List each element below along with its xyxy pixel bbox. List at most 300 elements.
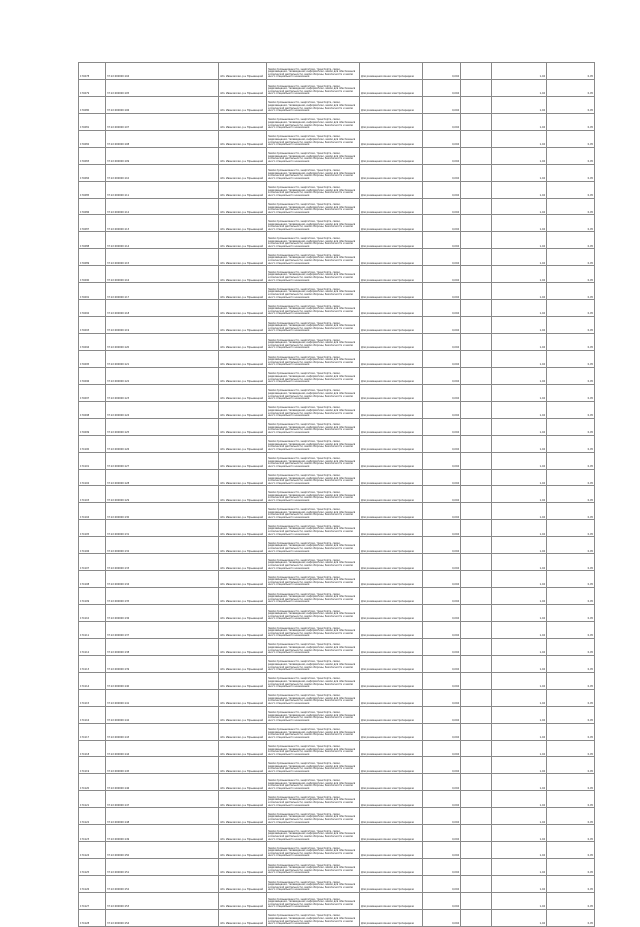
land-category-cell: Земли промышленности, энергетики, транспорта, связи, радиовещания, телевидения, информатики, земли для обеспечения космической деятельности, земли обороны, безопасности и земли иного специального назначения — [267, 740, 360, 757]
address-cell: обл. Ивановская, р-н Юрьевецкий — [219, 486, 267, 503]
table-row — [79, 469, 595, 486]
coefficient-cell: 1,04 — [492, 452, 547, 469]
land-category-cell: Земли промышленности, энергетики, транспорта, связи, радиовещания, телевидения, информатики, земли для обеспечения космической деятельности, земли обороны, безопасности и земли иного специального назначения — [267, 130, 360, 147]
value-cell: 0,05 — [547, 418, 595, 435]
value-cell: 0,05 — [547, 384, 595, 401]
value-cell: 0,05 — [547, 147, 595, 164]
coefficient-cell: 1,04 — [492, 740, 547, 757]
row-id-cell: 174126 — [79, 876, 106, 893]
table-row — [79, 283, 595, 300]
land-category-cell: Земли промышленности, энергетики, транспорта, связи, радиовещания, телевидения, информатики, земли для обеспечения космической деятельности, земли обороны, безопасности и земли иного специального назначения — [267, 367, 360, 384]
address-cell: обл. Ивановская, р-н Юрьевецкий — [219, 317, 267, 334]
empty-cell — [461, 486, 492, 503]
area-cell: 0,004 — [423, 63, 461, 80]
empty-cell — [461, 317, 492, 334]
table-row — [79, 96, 595, 113]
row-id-cell: 174083 — [79, 147, 106, 164]
cadastral-number-cell: 37:22:000000:115 — [106, 249, 219, 266]
row-id-cell: 174121 — [79, 791, 106, 808]
coefficient-cell: 1,04 — [492, 96, 547, 113]
permitted-use-cell: Для размещения линии электропередачи — [360, 655, 423, 672]
area-cell: 0,004 — [423, 723, 461, 740]
land-category-cell: Земли промышленности, энергетики, транспорта, связи, радиовещания, телевидения, информатики, земли для обеспечения космической деятельности, земли обороны, безопасности и земли иного специального назначения — [267, 638, 360, 655]
cadastral-number-cell: 37:22:000000:111 — [106, 181, 219, 198]
land-category-cell: Земли промышленности, энергетики, транспорта, связи, радиовещания, телевидения, информатики, земли для обеспечения космической деятельности, земли обороны, безопасности и земли иного специального назначения — [267, 672, 360, 689]
permitted-use-cell: Для размещения линии электропередачи — [360, 588, 423, 605]
row-id-cell: 174119 — [79, 757, 106, 774]
cadastral-number-cell: 37:22:000000:110 — [106, 164, 219, 181]
cadastral-number-cell: 37:22:000000:125 — [106, 418, 219, 435]
empty-cell — [461, 300, 492, 317]
cadastral-number-cell: 37:22:000000:130 — [106, 503, 219, 520]
address-cell: обл. Ивановская, р-н Юрьевецкий — [219, 605, 267, 622]
cadastral-number-cell: 37:22:000000:141 — [106, 689, 219, 706]
value-cell: 0,05 — [547, 808, 595, 825]
coefficient-cell: 1,04 — [492, 689, 547, 706]
land-category-cell: Земли промышленности, энергетики, транспорта, связи, радиовещания, телевидения, информатики, земли для обеспечения космической деятельности, земли обороны, безопасности и земли иного специального назначения — [267, 621, 360, 638]
value-cell: 0,05 — [547, 181, 595, 198]
area-cell: 0,004 — [423, 300, 461, 317]
permitted-use-cell: Для размещения линии электропередачи — [360, 791, 423, 808]
permitted-use-cell: Для размещения линии электропередачи — [360, 113, 423, 130]
coefficient-cell: 1,04 — [492, 842, 547, 859]
permitted-use-cell: Для размещения линии электропередачи — [360, 79, 423, 96]
cadastral-number-cell: 37:22:000000:123 — [106, 384, 219, 401]
land-category-cell: Земли промышленности, энергетики, транспорта, связи, радиовещания, телевидения, информатики, земли для обеспечения космической деятельности, земли обороны, безопасности и земли иного специального назначения — [267, 469, 360, 486]
empty-cell — [461, 537, 492, 554]
area-cell: 0,004 — [423, 520, 461, 537]
area-cell: 0,004 — [423, 181, 461, 198]
address-cell: обл. Ивановская, р-н Юрьевецкий — [219, 435, 267, 452]
permitted-use-cell: Для размещения линии электропередачи — [360, 317, 423, 334]
row-id-cell: 174079 — [79, 79, 106, 96]
empty-cell — [461, 689, 492, 706]
area-cell: 0,004 — [423, 859, 461, 876]
row-id-cell: 174127 — [79, 892, 106, 909]
permitted-use-cell: Для размещения линии электропередачи — [360, 706, 423, 723]
cadastral-number-cell: 37:22:000000:147 — [106, 791, 219, 808]
address-cell: обл. Ивановская, р-н Юрьевецкий — [219, 469, 267, 486]
cadastral-number-cell: 37:22:000000:144 — [106, 740, 219, 757]
permitted-use-cell: Для размещения линии электропередачи — [360, 249, 423, 266]
area-cell: 0,004 — [423, 334, 461, 351]
empty-cell — [461, 164, 492, 181]
land-category-cell: Земли промышленности, энергетики, транспорта, связи, радиовещания, телевидения, информатики, земли для обеспечения космической деятельности, земли обороны, безопасности и земли иного специального назначения — [267, 96, 360, 113]
area-cell: 0,004 — [423, 350, 461, 367]
area-cell: 0,004 — [423, 367, 461, 384]
address-cell: обл. Ивановская, р-н Юрьевецкий — [219, 181, 267, 198]
table-row — [79, 249, 595, 266]
row-id-cell: 174102 — [79, 469, 106, 486]
row-id-cell: 174081 — [79, 113, 106, 130]
value-cell: 0,05 — [547, 892, 595, 909]
coefficient-cell: 1,04 — [492, 486, 547, 503]
value-cell: 0,05 — [547, 367, 595, 384]
row-id-cell: 174093 — [79, 317, 106, 334]
area-cell: 0,004 — [423, 909, 461, 926]
cadastral-number-cell: 37:22:000000:126 — [106, 435, 219, 452]
land-category-cell: Земли промышленности, энергетики, транспорта, связи, радиовещания, телевидения, информатики, земли для обеспечения космической деятельности, земли обороны, безопасности и земли иного специального назначения — [267, 452, 360, 469]
permitted-use-cell: Для размещения линии электропередачи — [360, 740, 423, 757]
land-category-cell: Земли промышленности, энергетики, транспорта, связи, радиовещания, телевидения, информатики, земли для обеспечения космической деятельности, земли обороны, безопасности и земли иного специального назначения — [267, 418, 360, 435]
address-cell: обл. Ивановская, р-н Юрьевецкий — [219, 266, 267, 283]
address-cell: обл. Ивановская, р-н Юрьевецкий — [219, 96, 267, 113]
table-row — [79, 774, 595, 791]
area-cell: 0,004 — [423, 435, 461, 452]
table-row — [79, 384, 595, 401]
permitted-use-cell: Для размещения линии электропередачи — [360, 198, 423, 215]
table-row — [79, 215, 595, 232]
empty-cell — [461, 876, 492, 893]
land-category-cell: Земли промышленности, энергетики, транспорта, связи, радиовещания, телевидения, информатики, земли для обеспечения космической деятельности, земли обороны, безопасности и земли иного специального назначения — [267, 723, 360, 740]
area-cell: 0,004 — [423, 198, 461, 215]
row-id-cell: 174088 — [79, 232, 106, 249]
table-row — [79, 520, 595, 537]
address-cell: обл. Ивановская, р-н Юрьевецкий — [219, 909, 267, 926]
area-cell: 0,004 — [423, 621, 461, 638]
address-cell: обл. Ивановская, р-н Юрьевецкий — [219, 503, 267, 520]
row-id-cell: 174094 — [79, 334, 106, 351]
permitted-use-cell: Для размещения линии электропередачи — [360, 232, 423, 249]
row-id-cell: 174098 — [79, 401, 106, 418]
table-row — [79, 672, 595, 689]
cadastral-number-cell: 37:22:000000:105 — [106, 79, 219, 96]
row-id-cell: 174108 — [79, 571, 106, 588]
value-cell: 0,05 — [547, 774, 595, 791]
coefficient-cell: 1,04 — [492, 130, 547, 147]
coefficient-cell: 1,04 — [492, 876, 547, 893]
row-id-cell: 174099 — [79, 418, 106, 435]
table-row — [79, 334, 595, 351]
land-category-cell: Земли промышленности, энергетики, транспорта, связи, радиовещания, телевидения, информатики, земли для обеспечения космической деятельности, земли обороны, безопасности и земли иного специального назначения — [267, 757, 360, 774]
address-cell: обл. Ивановская, р-н Юрьевецкий — [219, 689, 267, 706]
empty-cell — [461, 113, 492, 130]
empty-cell — [461, 266, 492, 283]
address-cell: обл. Ивановская, р-н Юрьевецкий — [219, 79, 267, 96]
land-category-cell: Земли промышленности, энергетики, транспорта, связи, радиовещания, телевидения, информатики, земли для обеспечения космической деятельности, земли обороны, безопасности и земли иного специального назначения — [267, 520, 360, 537]
coefficient-cell: 1,04 — [492, 554, 547, 571]
address-cell: обл. Ивановская, р-н Юрьевецкий — [219, 367, 267, 384]
land-category-cell: Земли промышленности, энергетики, транспорта, связи, радиовещания, телевидения, информатики, земли для обеспечения космической деятельности, земли обороны, безопасности и земли иного специального назначения — [267, 791, 360, 808]
permitted-use-cell: Для размещения линии электропередачи — [360, 723, 423, 740]
permitted-use-cell: Для размещения линии электропередачи — [360, 96, 423, 113]
empty-cell — [461, 503, 492, 520]
area-cell: 0,004 — [423, 655, 461, 672]
coefficient-cell: 1,04 — [492, 249, 547, 266]
value-cell: 0,05 — [547, 723, 595, 740]
table-row — [79, 638, 595, 655]
table-row — [79, 689, 595, 706]
row-id-cell: 174128 — [79, 909, 106, 926]
value-cell: 0,05 — [547, 689, 595, 706]
empty-cell — [461, 892, 492, 909]
area-cell: 0,004 — [423, 672, 461, 689]
table-row — [79, 164, 595, 181]
land-category-cell: Земли промышленности, энергетики, транспорта, связи, радиовещания, телевидения, информатики, земли для обеспечения космической деятельности, земли обороны, безопасности и земли иного специального назначения — [267, 79, 360, 96]
table-row — [79, 317, 595, 334]
cadastral-number-cell: 37:22:000000:133 — [106, 554, 219, 571]
row-id-cell: 174089 — [79, 249, 106, 266]
coefficient-cell: 1,04 — [492, 435, 547, 452]
permitted-use-cell: Для размещения линии электропередачи — [360, 774, 423, 791]
permitted-use-cell: Для размещения линии электропередачи — [360, 435, 423, 452]
land-category-cell: Земли промышленности, энергетики, транспорта, связи, радиовещания, телевидения, информатики, земли для обеспечения космической деятельности, земли обороны, безопасности и земли иного специального назначения — [267, 113, 360, 130]
address-cell: обл. Ивановская, р-н Юрьевецкий — [219, 859, 267, 876]
coefficient-cell: 1,04 — [492, 317, 547, 334]
coefficient-cell: 1,04 — [492, 909, 547, 926]
value-cell: 0,05 — [547, 401, 595, 418]
permitted-use-cell: Для размещения линии электропередачи — [360, 452, 423, 469]
row-id-cell: 174105 — [79, 520, 106, 537]
land-category-cell: Земли промышленности, энергетики, транспорта, связи, радиовещания, телевидения, информатики, земли для обеспечения космической деятельности, земли обороны, безопасности и земли иного специального назначения — [267, 300, 360, 317]
land-category-cell: Земли промышленности, энергетики, транспорта, связи, радиовещания, телевидения, информатики, земли для обеспечения космической деятельности, земли обороны, безопасности и земли иного специального назначения — [267, 164, 360, 181]
address-cell: обл. Ивановская, р-н Юрьевецкий — [219, 723, 267, 740]
land-category-cell: Земли промышленности, энергетики, транспорта, связи, радиовещания, телевидения, информатики, земли для обеспечения космической деятельности, земли обороны, безопасности и земли иного специального назначения — [267, 537, 360, 554]
area-cell: 0,004 — [423, 452, 461, 469]
area-cell: 0,004 — [423, 706, 461, 723]
empty-cell — [461, 909, 492, 926]
empty-cell — [461, 215, 492, 232]
cadastral-number-cell: 37:22:000000:112 — [106, 198, 219, 215]
coefficient-cell: 1,04 — [492, 181, 547, 198]
coefficient-cell: 1,04 — [492, 588, 547, 605]
table-row — [79, 740, 595, 757]
value-cell: 0,05 — [547, 317, 595, 334]
empty-cell — [461, 435, 492, 452]
cadastral-number-cell: 37:22:000000:135 — [106, 588, 219, 605]
coefficient-cell: 1,04 — [492, 859, 547, 876]
cadastral-number-cell: 37:22:000000:107 — [106, 113, 219, 130]
table-row — [79, 486, 595, 503]
empty-cell — [461, 859, 492, 876]
cadastral-number-cell: 37:22:000000:116 — [106, 266, 219, 283]
address-cell: обл. Ивановская, р-н Юрьевецкий — [219, 452, 267, 469]
table-row — [79, 537, 595, 554]
cadastral-number-cell: 37:22:000000:121 — [106, 350, 219, 367]
row-id-cell: 174124 — [79, 842, 106, 859]
coefficient-cell: 1,04 — [492, 164, 547, 181]
table-row — [79, 605, 595, 622]
table-row — [79, 435, 595, 452]
table-row — [79, 300, 595, 317]
area-cell: 0,004 — [423, 757, 461, 774]
value-cell: 0,05 — [547, 757, 595, 774]
empty-cell — [461, 774, 492, 791]
area-cell: 0,004 — [423, 605, 461, 622]
coefficient-cell: 1,04 — [492, 605, 547, 622]
land-category-cell: Земли промышленности, энергетики, транспорта, связи, радиовещания, телевидения, информатики, земли для обеспечения космической деятельности, земли обороны, безопасности и земли иного специального назначения — [267, 486, 360, 503]
value-cell: 0,05 — [547, 249, 595, 266]
value-cell: 0,05 — [547, 672, 595, 689]
table-row — [79, 554, 595, 571]
table-row — [79, 418, 595, 435]
table-row — [79, 859, 595, 876]
cadastral-number-cell: 37:22:000000:150 — [106, 842, 219, 859]
cadastral-number-cell: 37:22:000000:152 — [106, 876, 219, 893]
coefficient-cell: 1,04 — [492, 808, 547, 825]
row-id-cell: 174100 — [79, 435, 106, 452]
row-id-cell: 174082 — [79, 130, 106, 147]
table-row — [79, 452, 595, 469]
empty-cell — [461, 130, 492, 147]
cadastral-number-cell: 37:22:000000:128 — [106, 469, 219, 486]
coefficient-cell: 1,04 — [492, 79, 547, 96]
coefficient-cell: 1,04 — [492, 825, 547, 842]
address-cell: обл. Ивановская, р-н Юрьевецкий — [219, 876, 267, 893]
row-id-cell: 174104 — [79, 503, 106, 520]
permitted-use-cell: Для размещения линии электропередачи — [360, 909, 423, 926]
address-cell: обл. Ивановская, р-н Юрьевецкий — [219, 215, 267, 232]
permitted-use-cell: Для размещения линии электропередачи — [360, 537, 423, 554]
land-category-cell: Земли промышленности, энергетики, транспорта, связи, радиовещания, телевидения, информатики, земли для обеспечения космической деятельности, земли обороны, безопасности и земли иного специального назначения — [267, 605, 360, 622]
row-id-cell: 174087 — [79, 215, 106, 232]
land-category-cell: Земли промышленности, энергетики, транспорта, связи, радиовещания, телевидения, информатики, земли для обеспечения космической деятельности, земли обороны, безопасности и земли иного специального назначения — [267, 266, 360, 283]
empty-cell — [461, 384, 492, 401]
value-cell: 0,05 — [547, 63, 595, 80]
address-cell: обл. Ивановская, р-н Юрьевецкий — [219, 554, 267, 571]
address-cell: обл. Ивановская, р-н Юрьевецкий — [219, 232, 267, 249]
empty-cell — [461, 249, 492, 266]
value-cell: 0,05 — [547, 740, 595, 757]
coefficient-cell: 1,04 — [492, 638, 547, 655]
permitted-use-cell: Для размещения линии электропередачи — [360, 757, 423, 774]
empty-cell — [461, 605, 492, 622]
value-cell: 0,05 — [547, 164, 595, 181]
permitted-use-cell: Для размещения линии электропередачи — [360, 638, 423, 655]
table-row — [79, 401, 595, 418]
value-cell: 0,05 — [547, 571, 595, 588]
row-id-cell: 174103 — [79, 486, 106, 503]
row-id-cell: 174117 — [79, 723, 106, 740]
coefficient-cell: 1,04 — [492, 571, 547, 588]
coefficient-cell: 1,04 — [492, 503, 547, 520]
coefficient-cell: 1,04 — [492, 892, 547, 909]
table-row — [79, 198, 595, 215]
land-category-cell: Земли промышленности, энергетики, транспорта, связи, радиовещания, телевидения, информатики, земли для обеспечения космической деятельности, земли обороны, безопасности и земли иного специального назначения — [267, 249, 360, 266]
cadastral-number-cell: 37:22:000000:139 — [106, 655, 219, 672]
area-cell: 0,004 — [423, 401, 461, 418]
coefficient-cell: 1,04 — [492, 266, 547, 283]
coefficient-cell: 1,04 — [492, 283, 547, 300]
empty-cell — [461, 147, 492, 164]
address-cell: обл. Ивановская, р-н Юрьевецкий — [219, 808, 267, 825]
land-category-cell: Земли промышленности, энергетики, транспорта, связи, радиовещания, телевидения, информатики, земли для обеспечения космической деятельности, земли обороны, безопасности и земли иного специального назначения — [267, 588, 360, 605]
address-cell: обл. Ивановская, р-н Юрьевецкий — [219, 757, 267, 774]
empty-cell — [461, 469, 492, 486]
land-category-cell: Земли промышленности, энергетики, транспорта, связи, радиовещания, телевидения, информатики, земли для обеспечения космической деятельности, земли обороны, безопасности и земли иного специального назначения — [267, 232, 360, 249]
table-row — [79, 757, 595, 774]
empty-cell — [461, 706, 492, 723]
value-cell: 0,05 — [547, 469, 595, 486]
address-cell: обл. Ивановская, р-н Юрьевецкий — [219, 300, 267, 317]
permitted-use-cell: Для размещения линии электропередачи — [360, 215, 423, 232]
empty-cell — [461, 808, 492, 825]
value-cell: 0,05 — [547, 588, 595, 605]
coefficient-cell: 1,04 — [492, 113, 547, 130]
table-row — [79, 706, 595, 723]
area-cell: 0,004 — [423, 892, 461, 909]
address-cell: обл. Ивановская, р-н Юрьевецкий — [219, 791, 267, 808]
coefficient-cell: 1,04 — [492, 384, 547, 401]
cadastral-number-cell: 37:22:000000:113 — [106, 215, 219, 232]
row-id-cell: 174116 — [79, 706, 106, 723]
address-cell: обл. Ивановская, р-н Юрьевецкий — [219, 334, 267, 351]
cadastral-number-cell: 37:22:000000:124 — [106, 401, 219, 418]
address-cell: обл. Ивановская, р-н Юрьевецкий — [219, 401, 267, 418]
empty-cell — [461, 554, 492, 571]
area-cell: 0,004 — [423, 130, 461, 147]
value-cell: 0,05 — [547, 300, 595, 317]
land-category-cell: Земли промышленности, энергетики, транспорта, связи, радиовещания, телевидения, информатики, земли для обеспечения космической деятельности, земли обороны, безопасности и земли иного специального назначения — [267, 571, 360, 588]
permitted-use-cell: Для размещения линии электропередачи — [360, 147, 423, 164]
cadastral-number-cell: 37:22:000000:142 — [106, 706, 219, 723]
empty-cell — [461, 418, 492, 435]
coefficient-cell: 1,04 — [492, 791, 547, 808]
table-row — [79, 367, 595, 384]
area-cell: 0,004 — [423, 469, 461, 486]
permitted-use-cell: Для размещения линии электропередачи — [360, 63, 423, 80]
land-category-cell: Земли промышленности, энергетики, транспорта, связи, радиовещания, телевидения, информатики, земли для обеспечения космической деятельности, земли обороны, безопасности и земли иного специального назначения — [267, 554, 360, 571]
permitted-use-cell: Для размещения линии электропередачи — [360, 808, 423, 825]
value-cell: 0,05 — [547, 638, 595, 655]
address-cell: обл. Ивановская, р-н Юрьевецкий — [219, 672, 267, 689]
table-row — [79, 621, 595, 638]
area-cell: 0,004 — [423, 232, 461, 249]
table-row — [79, 825, 595, 842]
permitted-use-cell: Для размещения линии электропередачи — [360, 181, 423, 198]
empty-cell — [461, 401, 492, 418]
address-cell: обл. Ивановская, р-н Юрьевецкий — [219, 621, 267, 638]
land-category-cell: Земли промышленности, энергетики, транспорта, связи, радиовещания, телевидения, информатики, земли для обеспечения космической деятельности, земли обороны, безопасности и земли иного специального назначения — [267, 435, 360, 452]
permitted-use-cell: Для размещения линии электропередачи — [360, 469, 423, 486]
permitted-use-cell: Для размещения линии электропередачи — [360, 418, 423, 435]
permitted-use-cell: Для размещения линии электропередачи — [360, 892, 423, 909]
land-category-cell: Земли промышленности, энергетики, транспорта, связи, радиовещания, телевидения, информатики, земли для обеспечения космической деятельности, земли обороны, безопасности и земли иного специального назначения — [267, 706, 360, 723]
coefficient-cell: 1,04 — [492, 757, 547, 774]
empty-cell — [461, 825, 492, 842]
value-cell: 0,05 — [547, 621, 595, 638]
empty-cell — [461, 672, 492, 689]
empty-cell — [461, 638, 492, 655]
row-id-cell: 174113 — [79, 655, 106, 672]
value-cell: 0,05 — [547, 350, 595, 367]
area-cell: 0,004 — [423, 283, 461, 300]
land-category-cell: Земли промышленности, энергетики, транспорта, связи, радиовещания, телевидения, информатики, земли для обеспечения космической деятельности, земли обороны, безопасности и земли иного специального назначения — [267, 842, 360, 859]
area-cell: 0,004 — [423, 113, 461, 130]
coefficient-cell: 1,04 — [492, 232, 547, 249]
area-cell: 0,004 — [423, 79, 461, 96]
area-cell: 0,004 — [423, 147, 461, 164]
land-category-cell: Земли промышленности, энергетики, транспорта, связи, радиовещания, телевидения, информатики, земли для обеспечения космической деятельности, земли обороны, безопасности и земли иного специального назначения — [267, 384, 360, 401]
empty-cell — [461, 842, 492, 859]
coefficient-cell: 1,04 — [492, 63, 547, 80]
table-row — [79, 571, 595, 588]
address-cell: обл. Ивановская, р-н Юрьевецкий — [219, 740, 267, 757]
area-cell: 0,004 — [423, 486, 461, 503]
address-cell: обл. Ивановская, р-н Юрьевецкий — [219, 825, 267, 842]
value-cell: 0,05 — [547, 130, 595, 147]
cadastral-number-cell: 37:22:000000:104 — [106, 63, 219, 80]
value-cell: 0,05 — [547, 435, 595, 452]
cadastral-number-cell: 37:22:000000:132 — [106, 537, 219, 554]
row-id-cell: 174097 — [79, 384, 106, 401]
permitted-use-cell: Для размещения линии электропередачи — [360, 520, 423, 537]
cadastral-number-cell: 37:22:000000:146 — [106, 774, 219, 791]
value-cell: 0,05 — [547, 503, 595, 520]
cadastral-number-cell: 37:22:000000:151 — [106, 859, 219, 876]
area-cell: 0,004 — [423, 808, 461, 825]
address-cell: обл. Ивановская, р-н Юрьевецкий — [219, 198, 267, 215]
